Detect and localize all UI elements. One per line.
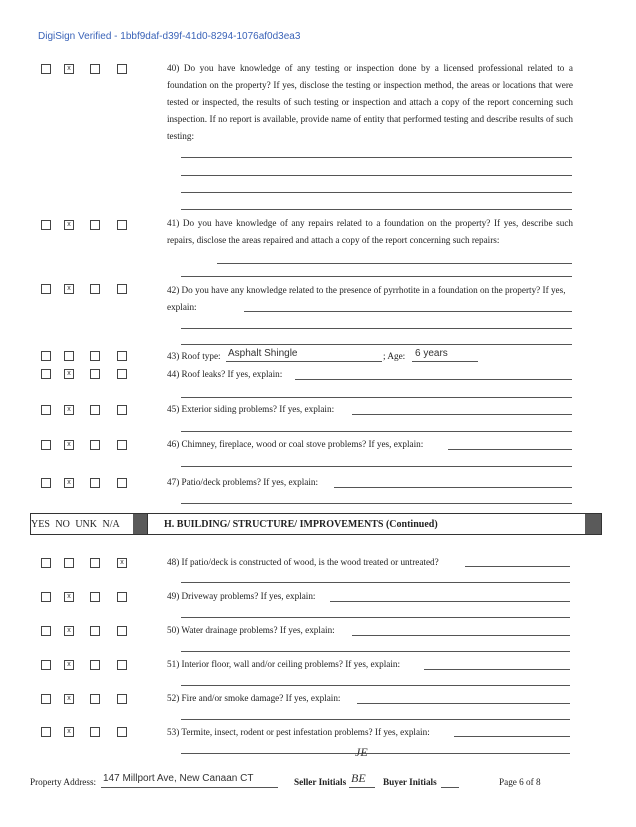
q45-yes-checkbox[interactable]: [41, 405, 51, 415]
q40-question: Do you have knowledge of any testing or inspection done by a licensed professional related to a foundation on the property? If yes, disclose the testing or inspection method, the areas or locations that were tested or inspected, the results of such testing or inspection and attach a copy of the report concerning such inspection. If no report is available, provide name of entity that performed testing and describe results of such testing:: [167, 63, 573, 141]
q44-number: 44): [167, 369, 180, 379]
q40-number: 40): [167, 63, 180, 73]
q51-na-checkbox[interactable]: [117, 660, 127, 670]
q41-yes-checkbox[interactable]: [41, 220, 51, 230]
q50-number: 50): [167, 625, 180, 635]
q51-unk-checkbox[interactable]: [90, 660, 100, 670]
q43-roof-type-label: Roof type:: [181, 351, 221, 361]
q53-yes-checkbox[interactable]: [41, 727, 51, 737]
q52-number: 52): [167, 693, 180, 703]
q46-question: Chimney, fireplace, wood or coal stove problems? If yes, explain:: [181, 439, 424, 449]
q42-no-checkbox[interactable]: x: [64, 284, 74, 294]
q46-answer-line-1[interactable]: [448, 449, 572, 450]
q41-text: [167, 215, 573, 249]
q53-answer-line-1[interactable]: [454, 736, 570, 737]
q53-answer-line-2[interactable]: [181, 753, 570, 754]
q42-answer-line-2[interactable]: [181, 328, 572, 329]
q40-answer-line-4[interactable]: [181, 209, 572, 210]
q42-question: Do you have any knowledge related to the presence of pyrrhotite in a foundation on the property? If yes, explain:: [167, 285, 566, 312]
q47-answer-line-1[interactable]: [334, 487, 572, 488]
q47-number: 47): [167, 477, 180, 487]
q52-question: Fire and/or smoke damage? If yes, explain:: [181, 693, 341, 703]
q50-answer-line-2[interactable]: [181, 651, 570, 652]
q44-no-checkbox[interactable]: x: [64, 369, 74, 379]
q50-no-checkbox[interactable]: x: [64, 626, 74, 636]
q42-number: 42): [167, 285, 180, 295]
q48-question: If patio/deck is constructed of wood, is the wood treated or untreated?: [181, 557, 439, 567]
seller-initials-value[interactable]: BE: [351, 771, 366, 785]
q40-na-checkbox[interactable]: [117, 64, 127, 74]
q49-text: [167, 588, 573, 605]
section-header-shade-right: [585, 514, 601, 534]
q43-na-checkbox[interactable]: [117, 351, 127, 361]
q42-answer-line-3[interactable]: [181, 344, 572, 345]
q41-na-checkbox[interactable]: [117, 220, 127, 230]
q50-answer-line-1[interactable]: [352, 635, 570, 636]
property-address-value[interactable]: 147 Millport Ave, New Canaan CT: [103, 773, 254, 784]
q48-na-checkbox[interactable]: x: [117, 558, 127, 568]
q47-question: Patio/deck problems? If yes, explain:: [181, 477, 319, 487]
q52-no-checkbox[interactable]: x: [64, 694, 74, 704]
q52-text: [167, 690, 573, 707]
q48-answer-line-2[interactable]: [181, 582, 570, 583]
q45-na-checkbox[interactable]: [117, 405, 127, 415]
q51-answer-line-1[interactable]: [424, 669, 570, 670]
extra-initials: JE: [355, 745, 368, 759]
q41-number: 41): [167, 218, 180, 228]
q40-unk-checkbox[interactable]: [90, 64, 100, 74]
q53-na-checkbox[interactable]: [117, 727, 127, 737]
q43-unk-checkbox[interactable]: [90, 351, 100, 361]
q51-text: [167, 656, 573, 673]
digisign-verified-label: DigiSign Verified - 1bbf9daf-d39f-41d0-8294-1076af0d3ea3: [38, 31, 301, 42]
q46-no-checkbox[interactable]: x: [64, 440, 74, 450]
q41-no-checkbox[interactable]: x: [64, 220, 74, 230]
q48-no-checkbox[interactable]: [64, 558, 74, 568]
q40-answer-line-3[interactable]: [181, 192, 572, 193]
q51-no-checkbox[interactable]: x: [64, 660, 74, 670]
q45-answer-line-2[interactable]: [181, 431, 572, 432]
q50-unk-checkbox[interactable]: [90, 626, 100, 636]
q46-number: 46): [167, 439, 180, 449]
q43-number: 43): [167, 351, 180, 361]
q51-number: 51): [167, 659, 180, 669]
q41-answer-line-1[interactable]: [217, 263, 572, 264]
q41-answer-line-2[interactable]: [181, 276, 572, 277]
q44-unk-checkbox[interactable]: [90, 369, 100, 379]
q40-answer-line-2[interactable]: [181, 175, 572, 176]
q53-unk-checkbox[interactable]: [90, 727, 100, 737]
q53-text: [167, 724, 573, 741]
q44-answer-line-2[interactable]: [181, 397, 572, 398]
q42-answer-line-1[interactable]: [244, 311, 572, 312]
q48-yes-checkbox[interactable]: [41, 558, 51, 568]
q46-na-checkbox[interactable]: [117, 440, 127, 450]
q44-text: [167, 366, 573, 383]
q43-no-checkbox[interactable]: [64, 351, 74, 361]
q40-no-checkbox[interactable]: x: [64, 64, 74, 74]
q46-answer-line-2[interactable]: [181, 466, 572, 467]
q42-yes-checkbox[interactable]: [41, 284, 51, 294]
q45-no-checkbox[interactable]: x: [64, 405, 74, 415]
q43-roof-type-line: [226, 361, 382, 362]
q45-text: [167, 401, 573, 418]
q50-na-checkbox[interactable]: [117, 626, 127, 636]
q45-number: 45): [167, 404, 180, 414]
q44-answer-line-1[interactable]: [295, 379, 572, 380]
q48-unk-checkbox[interactable]: [90, 558, 100, 568]
section-header-divider: [147, 514, 148, 534]
q47-answer-line-2[interactable]: [181, 503, 572, 504]
q47-yes-checkbox[interactable]: [41, 478, 51, 488]
q49-unk-checkbox[interactable]: [90, 592, 100, 602]
q44-question: Roof leaks? If yes, explain:: [181, 369, 283, 379]
q48-number: 48): [167, 557, 180, 567]
q53-number: 53): [167, 727, 180, 737]
property-address-line: [101, 787, 278, 788]
q40-text: [167, 60, 573, 145]
q48-text: [167, 554, 573, 571]
q43-age-value[interactable]: 6 years: [415, 348, 448, 359]
q47-unk-checkbox[interactable]: [90, 478, 100, 488]
q53-no-checkbox[interactable]: x: [64, 727, 74, 737]
q41-unk-checkbox[interactable]: [90, 220, 100, 230]
q52-na-checkbox[interactable]: [117, 694, 127, 704]
q49-answer-line-2[interactable]: [181, 617, 570, 618]
q47-text: [167, 474, 573, 491]
buyer-initials-line[interactable]: [441, 787, 459, 788]
seller-initials-line: [349, 787, 375, 788]
q43-roof-type-value[interactable]: Asphalt Shingle: [228, 348, 298, 359]
seller-initials-label: Seller Initials: [294, 777, 347, 787]
q51-question: Interior floor, wall and/or ceiling problems? If yes, explain:: [181, 659, 401, 669]
q44-na-checkbox[interactable]: [117, 369, 127, 379]
q50-question: Water drainage problems? If yes, explain:: [181, 625, 335, 635]
q47-na-checkbox[interactable]: [117, 478, 127, 488]
buyer-initials-label: Buyer Initials: [383, 777, 437, 787]
q51-answer-line-2[interactable]: [181, 685, 570, 686]
q46-text: [167, 436, 573, 453]
q49-no-checkbox[interactable]: x: [64, 592, 74, 602]
q43-age-label: ; Age:: [383, 351, 406, 361]
section-header-shade-left: [133, 514, 147, 534]
q52-answer-line-2[interactable]: [181, 719, 570, 720]
q53-question: Termite, insect, rodent or pest infestation problems? If yes, explain:: [181, 727, 430, 737]
q50-text: [167, 622, 573, 639]
q47-no-checkbox[interactable]: x: [64, 478, 74, 488]
q52-unk-checkbox[interactable]: [90, 694, 100, 704]
q52-answer-line-1[interactable]: [357, 703, 570, 704]
q49-answer-line-1[interactable]: [330, 601, 570, 602]
column-headers: YES NO UNK N/A: [31, 519, 120, 530]
q46-yes-checkbox[interactable]: [41, 440, 51, 450]
q48-answer-line-1[interactable]: [465, 566, 570, 567]
q51-yes-checkbox[interactable]: [41, 660, 51, 670]
property-address-label: Property Address:: [30, 777, 97, 787]
q50-yes-checkbox[interactable]: [41, 626, 51, 636]
q43-yes-checkbox[interactable]: [41, 351, 51, 361]
q43-age-line: [412, 361, 478, 362]
q40-answer-line-1[interactable]: [181, 157, 572, 158]
q41-question: Do you have knowledge of any repairs related to a foundation on the property? If yes, describe such repairs, disclose the areas repaired and attach a copy of the report concerning such repairs:: [167, 218, 574, 245]
q42-unk-checkbox[interactable]: [90, 284, 100, 294]
q45-unk-checkbox[interactable]: [90, 405, 100, 415]
q45-question: Exterior siding problems? If yes, explain:: [181, 404, 335, 414]
q40-yes-checkbox[interactable]: [41, 64, 51, 74]
section-title: H. BUILDING/ STRUCTURE/ IMPROVEMENTS (Continued): [164, 519, 438, 530]
q49-number: 49): [167, 591, 180, 601]
q49-na-checkbox[interactable]: [117, 592, 127, 602]
q42-na-checkbox[interactable]: [117, 284, 127, 294]
q49-question: Driveway problems? If yes, explain:: [181, 591, 316, 601]
q44-yes-checkbox[interactable]: [41, 369, 51, 379]
q46-unk-checkbox[interactable]: [90, 440, 100, 450]
q52-yes-checkbox[interactable]: [41, 694, 51, 704]
q49-yes-checkbox[interactable]: [41, 592, 51, 602]
page-number: Page 6 of 8: [499, 777, 541, 787]
q45-answer-line-1[interactable]: [352, 414, 572, 415]
